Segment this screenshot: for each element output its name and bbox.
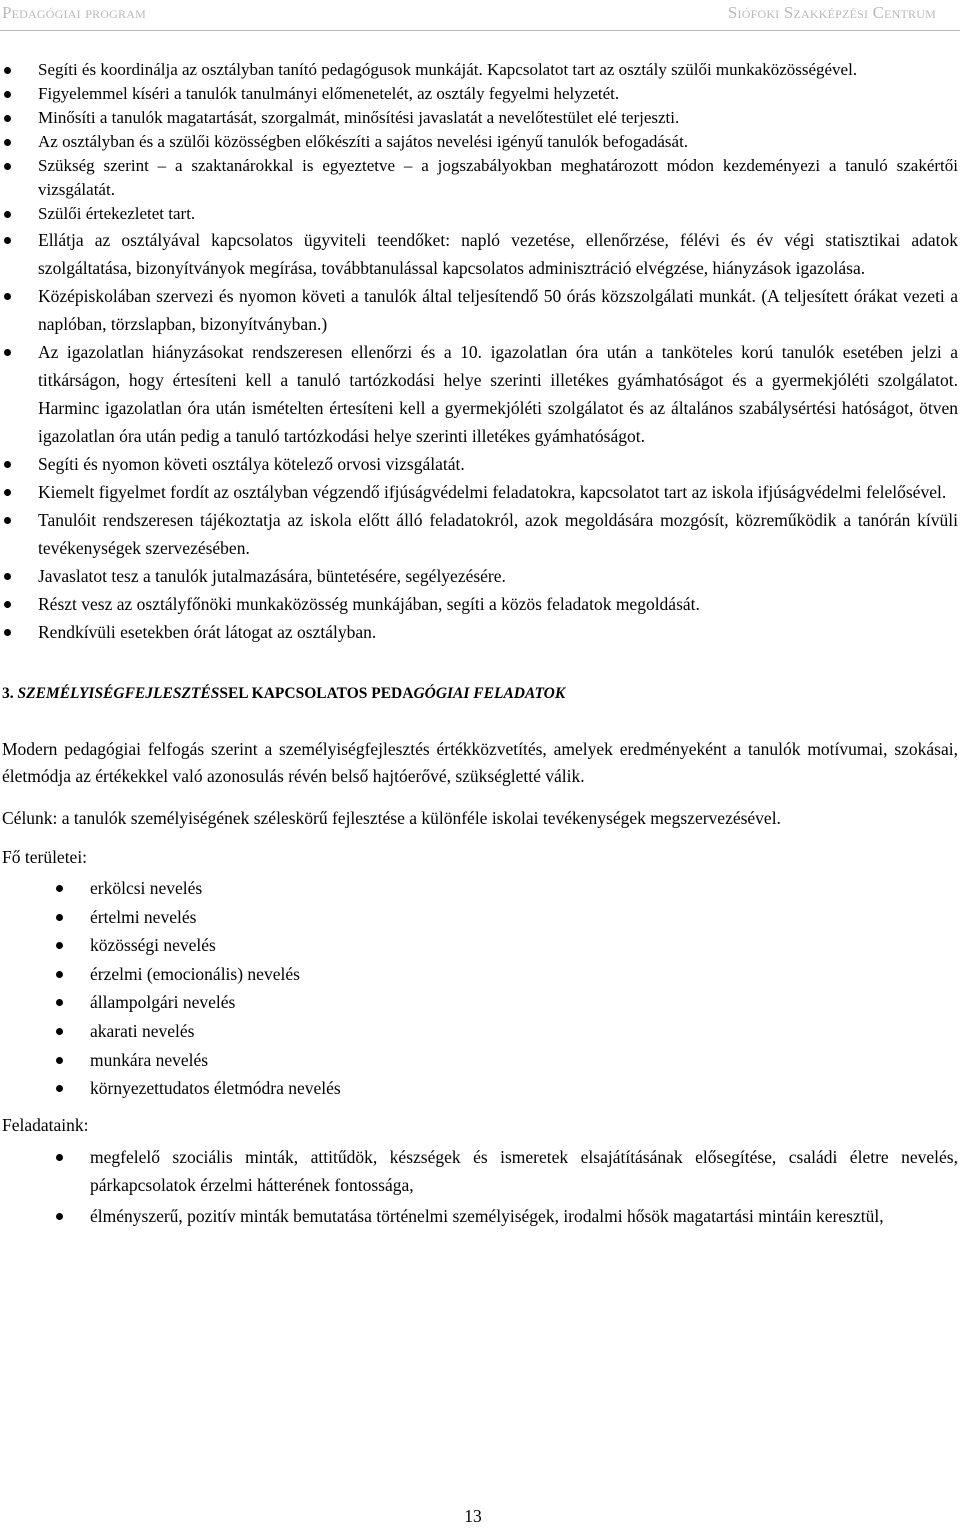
header-program-title: Pedagógiai program	[2, 3, 146, 22]
list-item: Ellátja az osztályával kapcsolatos ügyviteli teendőket: napló vezetése, ellenőrzése, félévi és év végi statisztikai adatok szolgáltatása, bizonyítványok megírása, továbbtanulással kapcsolatos adminisztráció elvégzése, hiányzások igazolása.	[0, 226, 958, 282]
list-item: értelmi nevelés	[0, 903, 958, 932]
list-item: közösségi nevelés	[0, 931, 958, 960]
list-item: Szükség szerint – a szaktanárokkal is egyeztetve – a jogszabályokban meghatározott módon kezdeményezi a tanuló szakértői vizsgálatát.	[0, 154, 958, 202]
section-title-part3: GÓGIAI FELADATOK	[413, 685, 566, 702]
list-item: Segíti és nyomon követi osztálya kötelező orvosi vizsgálatát.	[0, 450, 958, 478]
list-item: munkára nevelés	[0, 1046, 958, 1075]
areas-list	[0, 874, 958, 1103]
section-number: 3.	[2, 685, 14, 702]
intro-paragraph: Modern pedagógiai felfogás szerint a személyiségfejlesztés értékközvetítés, amelyek eredményeként a tanulók motívumai, szokásai, életmódja az értékekkel való azonosulás révén belső hajtóerővé, szükségletté válik.	[2, 739, 958, 786]
tasks-list	[0, 1143, 958, 1230]
areas-label: Fő területei:	[2, 847, 88, 867]
list-item: Középiskolában szervezi és nyomon követi a tanulók által teljesítendő 50 órás közszolgálati munkát. (A teljesített órákat vezeti a naplóban, törzslapban, bizonyítványban.)	[0, 282, 958, 338]
list-item: erkölcsi nevelés	[0, 874, 958, 903]
duties-list-continued	[0, 226, 958, 646]
goal-paragraph: Célunk: a tanulók személyiségének széleskörű fejlesztése a különféle iskolai tevékenységek megszervezésével.	[2, 808, 781, 828]
section-title-part2: SEL KAPCSOLATOS PEDA	[219, 685, 414, 702]
list-item: állampolgári nevelés	[0, 988, 958, 1017]
page-header	[0, 0, 960, 31]
list-item: Az osztályban és a szülői közösségben előkészíti a sajátos nevelési igényű tanulók befogadását.	[0, 130, 958, 154]
list-item: Részt vesz az osztályfőnöki munkaközösség munkájában, segíti a közös feladatok megoldását.	[0, 590, 958, 618]
list-item: Minősíti a tanulók magatartását, szorgalmát, minősítési javaslatát a nevelőtestület elé terjeszti.	[0, 106, 958, 130]
header-institution-name: Siófoki Szakképzési Centrum	[727, 3, 936, 22]
list-item: környezettudatos életmódra nevelés	[0, 1074, 958, 1103]
list-item: akarati nevelés	[0, 1017, 958, 1046]
list-item: érzelmi (emocionális) nevelés	[0, 960, 958, 989]
list-item: Javaslatot tesz a tanulók jutalmazására, büntetésére, segélyezésére.	[0, 562, 958, 590]
list-item: élményszerű, pozitív minták bemutatása történelmi személyiségek, irodalmi hősök magatartási mintáin keresztül,	[0, 1202, 958, 1230]
list-item: Figyelemmel kíséri a tanulók tanulmányi előmenetelét, az osztály fegyelmi helyzetét.	[0, 82, 958, 106]
list-item: Szülői értekezletet tart.	[0, 202, 958, 226]
page-body	[0, 58, 958, 1233]
list-item: Az igazolatlan hiányzásokat rendszeresen ellenőrzi és a 10. igazolatlan óra után a tanköteles korú tanulók esetében jelzi a titkárságon, hogy értesíteni kell a tanuló tartózkodási helye szerinti illetékes gyámhatóságot és a gyermekjóléti szolgálatot. Harminc igazolatlan óra után ismételten értesíteni kell a gyermekjóléti szolgálatot és az általános szabálysértési hatóságot, ötven igazolatlan óra után pedig a tanuló tartózkodási helye szerinti illetékes gyámhatóságot.	[0, 338, 958, 450]
section-title-part1: SZEMÉLYISÉGFEJLESZTÉS	[17, 685, 220, 702]
tasks-label: Feladataink:	[2, 1114, 89, 1135]
page-number: 13	[464, 1506, 482, 1526]
list-item: Rendkívüli esetekben órát látogat az osztályban.	[0, 618, 958, 646]
section-heading	[0, 684, 958, 704]
list-item: Segíti és koordinálja az osztályban tanító pedagógusok munkáját. Kapcsolatot tart az osztály szülői munkaközösségével.	[0, 58, 958, 82]
list-item: megfelelő szociális minták, attitűdök, készségek és ismeretek elsajátításának elősegítése, családi életre nevelés, párkapcsolatok érzelmi hátterének fontossága,	[0, 1143, 958, 1199]
list-item: Tanulóit rendszeresen tájékoztatja az iskola előtt álló feladatokról, azok megoldására mozgósít, közreműködik a tanórán kívüli tevékenységek szervezésében.	[0, 506, 958, 562]
list-item: Kiemelt figyelmet fordít az osztályban végzendő ifjúságvédelmi feladatokra, kapcsolatot tart az iskola ifjúságvédelmi felelősével.	[0, 478, 958, 506]
duties-list	[0, 58, 958, 226]
